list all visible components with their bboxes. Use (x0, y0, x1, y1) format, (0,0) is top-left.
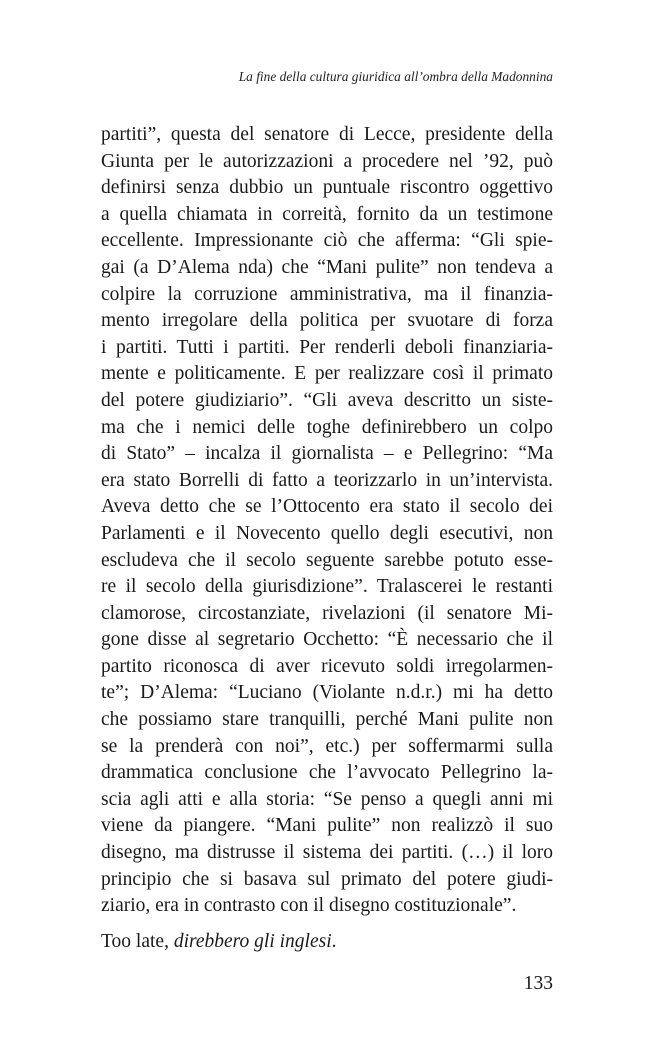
text-line: a quella chiamata in correità, fornito da un testimone (101, 203, 553, 225)
text-line: viene da piangere. “Mani pulite” non realizzò il suo (101, 815, 553, 837)
text-line: clamorose, circostanziate, rivelazioni (il senatore Mi- (101, 602, 553, 624)
text-line: re il secolo della giurisdizione”. Tralascerei le restanti (101, 576, 553, 598)
text-line: colpire la corruzione amministrativa, ma il finanzia- (101, 283, 553, 305)
text-line: te”; D’Alema: “Luciano (Violante n.d.r.) mi ha detto (101, 682, 553, 704)
text-line: gai (a D’Alema nda) che “Mani pulite” non tendeva a (101, 256, 553, 278)
text-line: mente e politicamente. E per realizzare così il primato (101, 363, 553, 385)
body-paragraph (101, 122, 553, 920)
text-line: era stato Borrelli di fatto a teorizzarlo in un’intervista. (101, 469, 553, 491)
text-line: Aveva detto che se l’Ottocento era stato il secolo dei (101, 496, 553, 518)
text-line: partito riconosca di aver ricevuto soldi irregolarmen- (101, 655, 553, 677)
text-line: disegno, ma distrusse il sistema dei partiti. (…) il loro (101, 842, 553, 864)
text-line: Giunta per le autorizzazioni a procedere nel ’92, può (101, 150, 553, 172)
closing-period: . (331, 931, 337, 952)
text-line: di Stato” – incalza il giornalista – e Pellegrino: “Ma (101, 443, 553, 465)
text-line: escludeva che il secolo seguente sarebbe potuto esse- (101, 549, 553, 571)
text-line: eccellente. Impressionante ciò che afferma: “Gli spie- (101, 230, 553, 252)
text-line: drammatica conclusione che l’avvocato Pellegrino la- (101, 762, 553, 784)
text-line: partiti”, questa del senatore di Lecce, presidente della (101, 124, 553, 145)
text-line: se la prenderà con noi”, etc.) per soffermarmi sulla (101, 735, 553, 757)
text-line: scia agli atti e alla storia: “Se penso a quegli anni mi (101, 788, 553, 810)
text-line: che possiamo stare tranquilli, perché Mani pulite non (101, 709, 553, 731)
text-line: Parlamenti e il Novecento quello degli esecutivi, non (101, 522, 553, 544)
closing-roman: Too late, (101, 931, 169, 952)
page-number: 133 (523, 973, 553, 994)
closing-line (101, 929, 337, 955)
running-head: La fine della cultura giuridica all’ombra della Madonnina (238, 69, 553, 84)
text-line: gone disse al segretario Occhetto: “È necessario che il (101, 629, 553, 651)
text-line: del potere giudiziario”. “Gli aveva descritto un siste- (101, 389, 553, 411)
text-line: principio che si basava sul primato del potere giudi- (101, 868, 553, 890)
text-line: ma che i nemici delle toghe definirebbero un colpo (101, 416, 553, 438)
text-line: definirsi senza dubbio un puntuale riscontro oggettivo (101, 177, 553, 199)
text-line: i partiti. Tutti i partiti. Per renderli deboli finanziaria- (101, 336, 553, 358)
text-line: ziario, era in contrasto con il disegno costituzionale”. (101, 895, 517, 917)
closing-italic: direbbero gli inglesi (173, 931, 332, 952)
text-line: mento irregolare della politica per svuotare di forza (101, 310, 553, 332)
